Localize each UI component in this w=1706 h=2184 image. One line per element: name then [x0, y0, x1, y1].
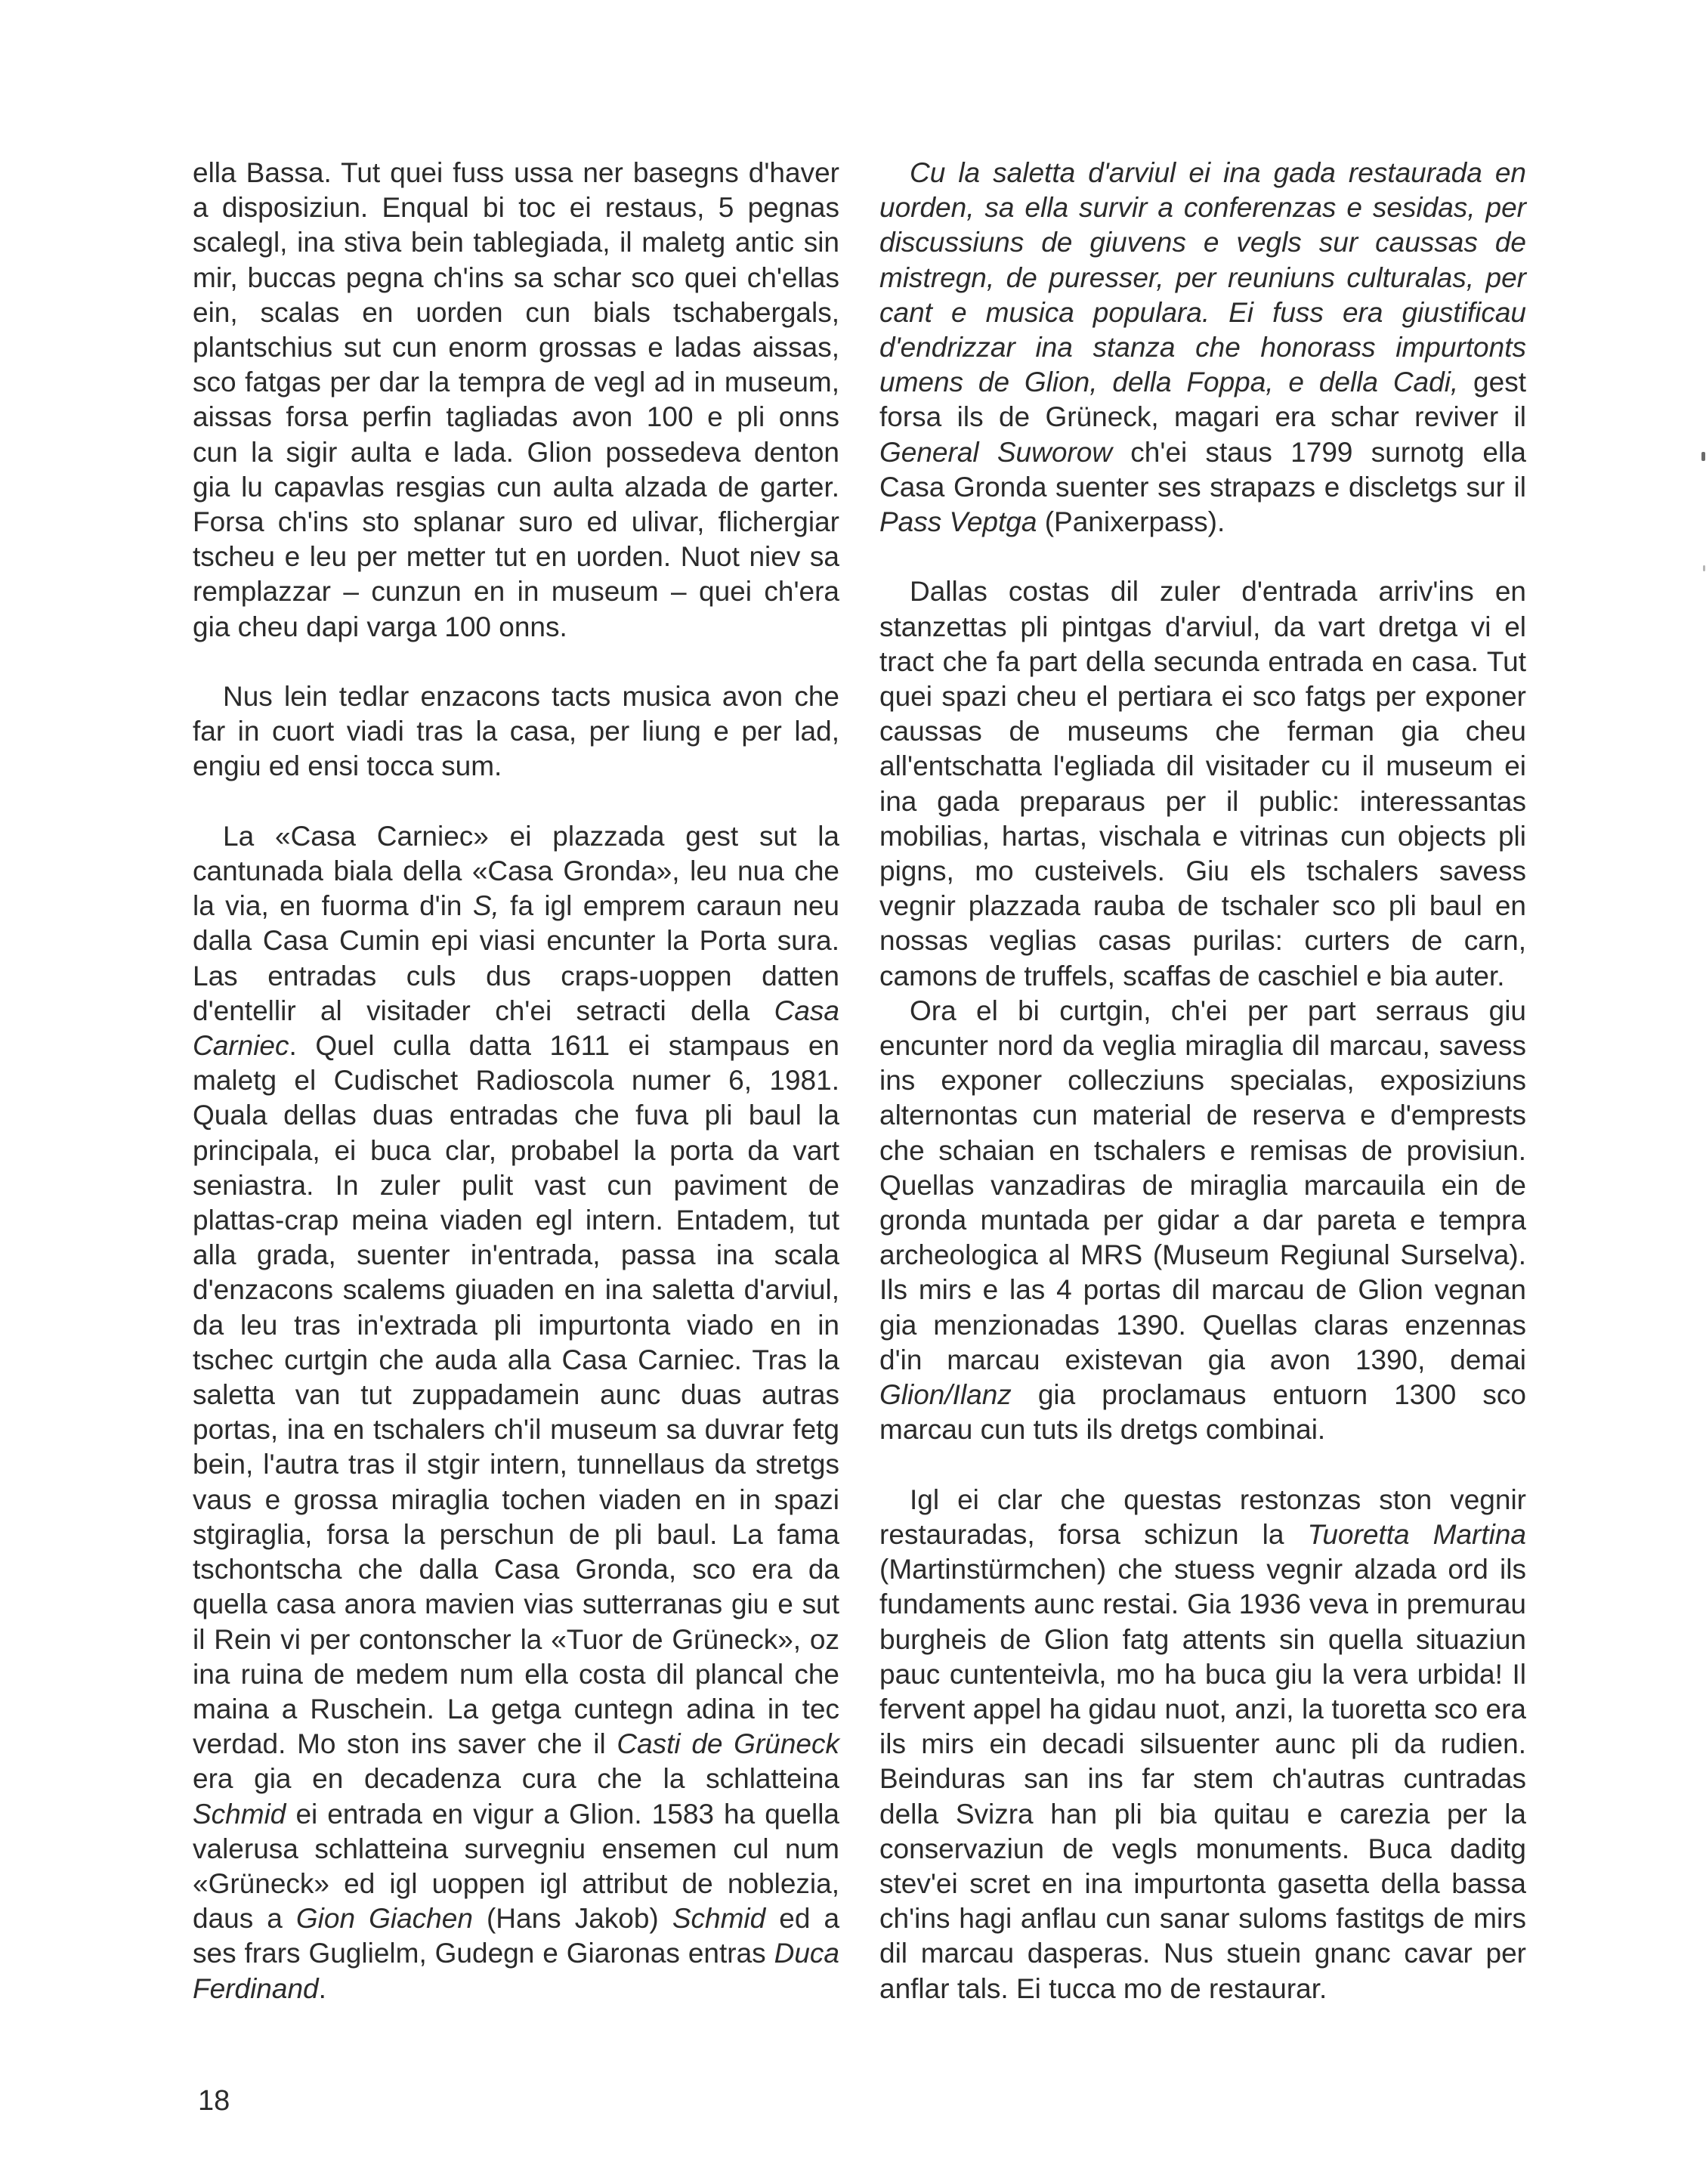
- paragraph-right-2: Dallas costas dil zuler d'entrada arriv'ins en stanzettas pli pintgas d'arviul, da vart dretga vi el tract che fa part della secunda entrada en casa. Tut quei spazi cheu el pertiara ei sco fatgs per exponer caussas de museums che ferman gia cheu all'entschatta l'egliada dil visitader cu il museum ei ina gada preparaus per il public: interessantas mobilias, hartas, vischala e vitrinas cun objects pli pigns, mo custeivels. Giu els tschalers savess vegnir plazzada rauba de tschaler sco pli baul en nossas veglias casas purilas: curters de carn, camons de truffels, scaffas de caschiel e bia auter.: [879, 576, 1526, 991]
- scan-speck: [1701, 452, 1705, 461]
- paragraph-gap: [193, 784, 839, 819]
- left-column: [193, 156, 839, 2006]
- paragraph-gap: [879, 1448, 1526, 1483]
- paragraph-left-1: ella Bassa. Tut quei fuss ussa ner basegns d'haver a disposiziun. Enqual bi toc ei restaus, 5 pegnas scalegl, ina stiva bein tablegiada, il maletg antic sin mir, buccas pegna ch'ins sa schar sco quei ch'ellas ein, scalas en uorden cun bials tschabergals, plantschius sut cun enorm grossas e ladas aissas, sco fatgas per dar la tempra de vegl ad in museum, aissas forsa perfin tagliadas avon 100 e pli onns cun la sigir aulta e lada. Glion possedeva denton gia lu capavlas resgias cun aulta alzada de garter. Forsa ch'ins sto splanar suro ed ulivar, flichergiar tscheu e leu per metter tut en uorden. Nuot niev sa remplazzar – cunzun en in museum – quei ch'era gia cheu dapi varga 100 onns.: [193, 157, 839, 642]
- paragraph-right-3: Ora el bi curtgin, ch'ei per part serraus giu encunter nord da veglia miraglia dil marcau, savess ins exponer collecziuns specialas, exposiziuns alternontas cun material de reserva e d'emprests che schaian en tschalers e remisas de provisiun. Quellas vanzadiras de miraglia marcauila ein de gronda muntada per gidar a dar pareta e tempra archeologica al MRS (Museum Regiunal Surselva). Ils mirs e las 4 portas dil marcau de Glion vegnan gia menzionadas 1390. Quellas claras enzennas d'in marcau existevan gia avon 1390, demai Glion/Ilanz gia proclamaus entuorn 1300 sco marcau cun tuts ils dretgs combinai.: [879, 995, 1526, 1446]
- paragraph-gap: [193, 645, 839, 679]
- right-column: [879, 156, 1526, 2006]
- scan-speck: [1703, 565, 1705, 571]
- paragraph-right-4: Igl ei clar che questas restonzas ston vegnir restauradas, forsa schizun la Tuoretta Martina (Martinstürmchen) che stuess vegnir alzada ord ils fundaments aunc restai. Gia 1936 veva in premurau burgheis de Glion fatg attents sin quella situaziun pauc cuntenteivla, mo ha buca giu la vera urbida! Il fervent appel ha gidau nuot, anzi, la tuoretta sco era ils mirs ein decadi silsuenter aunc pli da rudien. Beinduras san ins far stem ch'autras cuntradas della Svizra han pli bia quitau e carezia per la conservaziun de vegls monuments. Buca daditg stev'ei scret en ina impurtonta gasetta della bassa ch'ins hagi anflau cun sanar suloms fastitgs de mirs dil marcau dasperas. Nus stuein gnanc cavar per anflar tals. Ei tucca mo de restaurar.: [879, 1483, 1527, 2004]
- paragraph-left-3: La «Casa Carniec» ei plazzada gest sut la cantunada biala della «Casa Gronda», leu nua che la via, en fuorma d'in S, fa igl emprem caraun neu dalla Casa Cumin epi viasi encunter la Porta sura. Las entradas culs dus craps-uoppen datten d'entellir al visitader ch'ei setracti della Casa Carniec. Quel culla datta 1611 ei stampaus en maletg el Cudischet Radioscola numer 6, 1981. Quala dellas duas entradas che fuva pli baul la principala, ei buca clar, probabel la porta da vart seniastra. In zuler pulit vast cun paviment de plattas-crap meina viaden egl intern. Entadem, tut alla grada, suenter in'entrada, passa ina scala d'enzacons scalems giuaden en ina saletta d'arviul, da leu tras in'extrada pli impurtonta viado en in tschec curtgin che auda alla Casa Carniec. Tras la saletta van tut zuppadamein aunc duas autras portas, ina en tschalers ch'il museum sa duvrar fetg bein, l'autra tras il stgir intern, tunnellaus da stretgs vaus e grossa miraglia tochen viaden en in spazi stgiraglia, forsa la perschun de pli baul. La fama tschontscha che dalla Casa Gronda, sco era da quella casa anora mavien vias sutterranas giu e sut il Rein vi per contonscher la «Tuor de Grüneck», oz ina ruina de medem num ella costa dil plancal che maina a Ruschein. La getga cuntegn adina in tec verdad. Mo ston ins saver che il Casti de Grüneck era gia en decadenza cura che la schlatteina Schmid ei entrada en vigur a Glion. 1583 ha quella valerusa schlatteina survegniu ensemen cul num «Grüneck» ed igl uoppen igl attribut de noblezia, daus a Gion Giachen (Hans Jakob) Schmid ed a ses frars Guglielm, Gudegn e Giaronas entras Duca Ferdinand.: [193, 820, 840, 2004]
- page-number: 18: [198, 2085, 230, 2117]
- paragraph-left-2: Nus lein tedlar enzacons tacts musica avon che far in cuort viadi tras la casa, per liung e per lad, engiu ed ensi tocca sum.: [193, 681, 839, 782]
- paragraph-gap: [879, 540, 1526, 574]
- paragraph-right-1: Cu la saletta d'arviul ei ina gada restaurada en uorden, sa ella survir a conferenzas e sesidas, per discussiuns de giuvens e vegls sur caussas de mistregn, de puresser, per reuniuns culturalas, per cant e musica populara. Ei fuss era giustificau d'endrizzar ina stanza che honorass impurtonts umens de Glion, della Foppa, e della Cadi, gest forsa ils de Grüneck, magari era schar reviver il General Suworow ch'ei staus 1799 surnotg ella Casa Gronda suenter ses strapazs e discletgs sur il Pass Veptga (Panixerpass).: [879, 157, 1526, 538]
